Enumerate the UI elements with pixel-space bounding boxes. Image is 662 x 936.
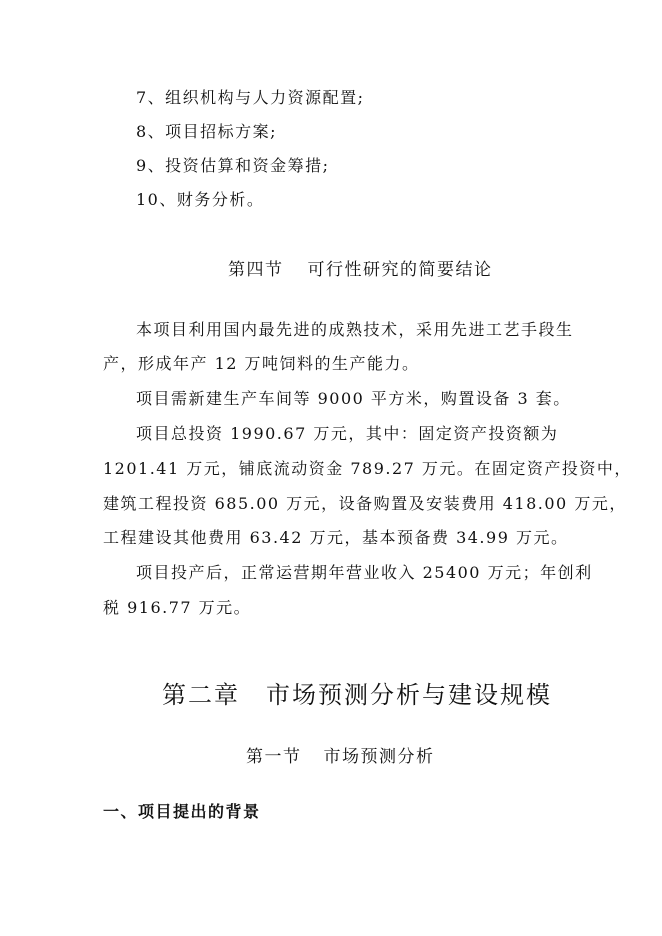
paragraph-line: 项目总投资 1990.67 万元，其中：固定资产投资额为 (136, 424, 559, 443)
list-item: 9、投资估算和资金筹措; (136, 156, 330, 175)
paragraph-line: 工程建设其他费用 63.42 万元，基本预备费 34.99 万元。 (103, 528, 569, 547)
chapter-label: 第二章 (162, 681, 240, 709)
section-title: 市场预测分析 (323, 747, 435, 767)
chapter-heading (162, 680, 552, 710)
section-label: 第一节 (246, 747, 302, 767)
paragraph-line: 本项目利用国内最先进的成熟技术，采用先进工艺手段生 (136, 320, 574, 339)
paragraph-line: 项目需新建生产车间等 9000 平方米，购置设备 3 套。 (136, 389, 571, 408)
paragraph-line: 项目投产后，正常运营期年营业收入 25400 万元；年创利 (136, 563, 593, 582)
list-item: 10、财务分析。 (136, 190, 265, 209)
section-heading (246, 747, 435, 767)
section-title: 可行性研究的简要结论 (307, 260, 493, 280)
subsection-heading: 一、项目提出的背景 (103, 802, 261, 821)
section-label: 第四节 (228, 260, 284, 280)
paragraph-line: 建筑工程投资 685.00 万元，设备购置及安装费用 418.00 万元， (103, 494, 627, 513)
paragraph-line: 产，形成年产 12 万吨饲料的生产能力。 (103, 354, 420, 373)
list-item: 8、项目招标方案; (136, 122, 278, 141)
paragraph-line: 1201.41 万元，铺底流动资金 789.27 万元。在固定资产投资中， (103, 459, 632, 478)
list-item: 7、组织机构与人力资源配置; (136, 88, 365, 107)
section-heading (228, 260, 493, 280)
paragraph-line: 税 916.77 万元。 (103, 598, 252, 617)
chapter-title: 市场预测分析与建设规模 (266, 681, 552, 709)
